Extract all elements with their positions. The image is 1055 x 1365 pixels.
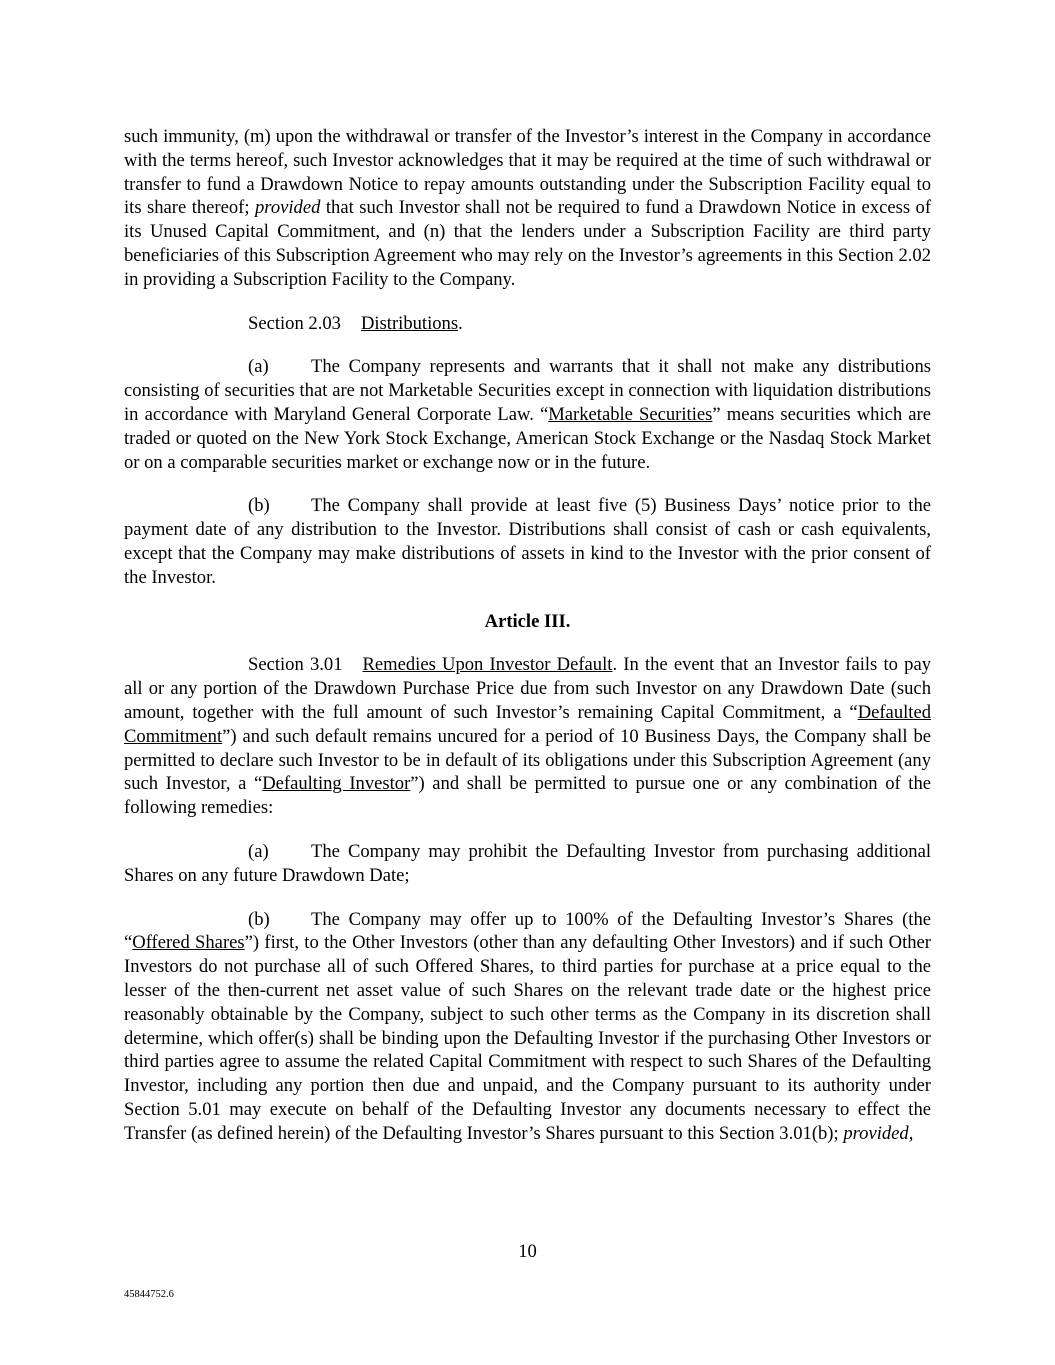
clause-label: (b) <box>248 908 270 930</box>
paragraph-2-03-b: (b) The Company shall provide at least five (5) Business Days’ notice prior to the payment date of any distribution to the Investor. Distributions shall consist of cash or cash equivalents, except that the Company may make distributions of assets in kind to the Investor with the prior consent of the Investor. <box>124 495 931 588</box>
clause-label: (a) <box>248 356 269 378</box>
document-id: 45844752.6 <box>124 1289 174 1300</box>
clause-label: (a) <box>248 840 269 862</box>
document-body <box>124 125 931 1145</box>
article-heading: Article III. <box>484 610 571 632</box>
section-2-03-heading: Section 2.03 Distributions. <box>248 312 463 334</box>
section-number: Section 3.01 <box>248 654 343 676</box>
paragraph-3-01-a: (a) The Company may prohibit the Defaulting Investor from purchasing additional Shares on any future Drawdown Date; <box>124 840 931 886</box>
paragraph-intro: such immunity, (m) upon the withdrawal or transfer of the Investor’s interest in the Company in accordance with the terms hereof, such Investor acknowledges that it may be required at the time of such withdrawal or transfer to fund a Drawdown Notice to repay amounts outstanding under the Subscription Facility equal to its share thereof; provided that such Investor shall not be required to fund a Drawdown Notice in excess of its Unused Capital Commitment, and (n) that the lenders under a Subscription Facility are third party beneficiaries of this Subscription Agreement who may rely on the Investor’s agreements in this Section 2.02 in providing a Subscription Facility to the Company. <box>124 126 932 290</box>
paragraph-3-01-b: (b) The Company may offer up to 100% of the Defaulting Investor’s Shares (the “Offered Shares”) first, to the Other Investors (other than any defaulting Other Investors) and if such Other Investors do not purchase all of such Offered Shares, to third parties for purchase at a price equal to the lesser of the then-current net asset value of such Shares on the relevant trade date or the highest price reasonably obtainable by the Company, subject to such other terms as the Company in its discretion shall determine, which offer(s) shall be binding upon the Defaulting Investor if the purchasing Other Investors or third parties agree to assume the related Capital Commitment with respect to such Shares of the Defaulting Investor, including any portion then due and unpaid, and the Company pursuant to its authority under Section 5.01 may execute on behalf of the Defaulting Investor any documents necessary to effect the Transfer (as defined herein) of the Defaulting Investor’s Shares pursuant to this Section 3.01(b); provided, <box>124 908 931 1144</box>
defined-term-defaulted-commitment: Defaulted Commitment <box>124 701 931 747</box>
clause-label: (b) <box>248 495 270 517</box>
emphasis-provided: provided, <box>843 1122 914 1144</box>
section-number: Section 2.03 <box>248 312 341 334</box>
page-number: 10 <box>518 1241 537 1262</box>
defined-term-defaulting-investor: Defaulting Investor <box>262 773 411 795</box>
defined-term-offered-shares: Offered Shares <box>132 932 245 954</box>
emphasis-provided: provided <box>255 197 321 219</box>
section-3-01: Section 3.01 Remedies Upon Investor Default. In the event that an Investor fails to pay all or any portion of the Drawdown Purchase Price due from such Investor on any Drawdown Date (such amount, together with the full amount of such Investor’s remaining Capital Commitment, a “Defaulted Commitment”) and such default remains uncured for a period of 10 Business Days, the Company shall be permitted to declare such Investor to be in default of its obligations under this Subscription Agreement (any such Investor, a “Defaulting Investor”) and shall be permitted to pursue one or any combination of the following remedies: <box>124 654 931 819</box>
section-title: Distributions <box>360 312 459 334</box>
section-title: Remedies Upon Investor Default <box>362 654 613 676</box>
paragraph-2-03-a: (a) The Company represents and warrants that it shall not make any distributions consisting of securities that are not Marketable Securities except in connection with liquidation distributions in accordance with Maryland General Corporate Law. “Marketable Securities” means securities which are traded or quoted on the New York Stock Exchange, American Stock Exchange or the Nasdaq Stock Market or on a comparable securities market or exchange now or in the future. <box>124 356 932 473</box>
defined-term-marketable-securities: Marketable Securities <box>548 403 713 425</box>
